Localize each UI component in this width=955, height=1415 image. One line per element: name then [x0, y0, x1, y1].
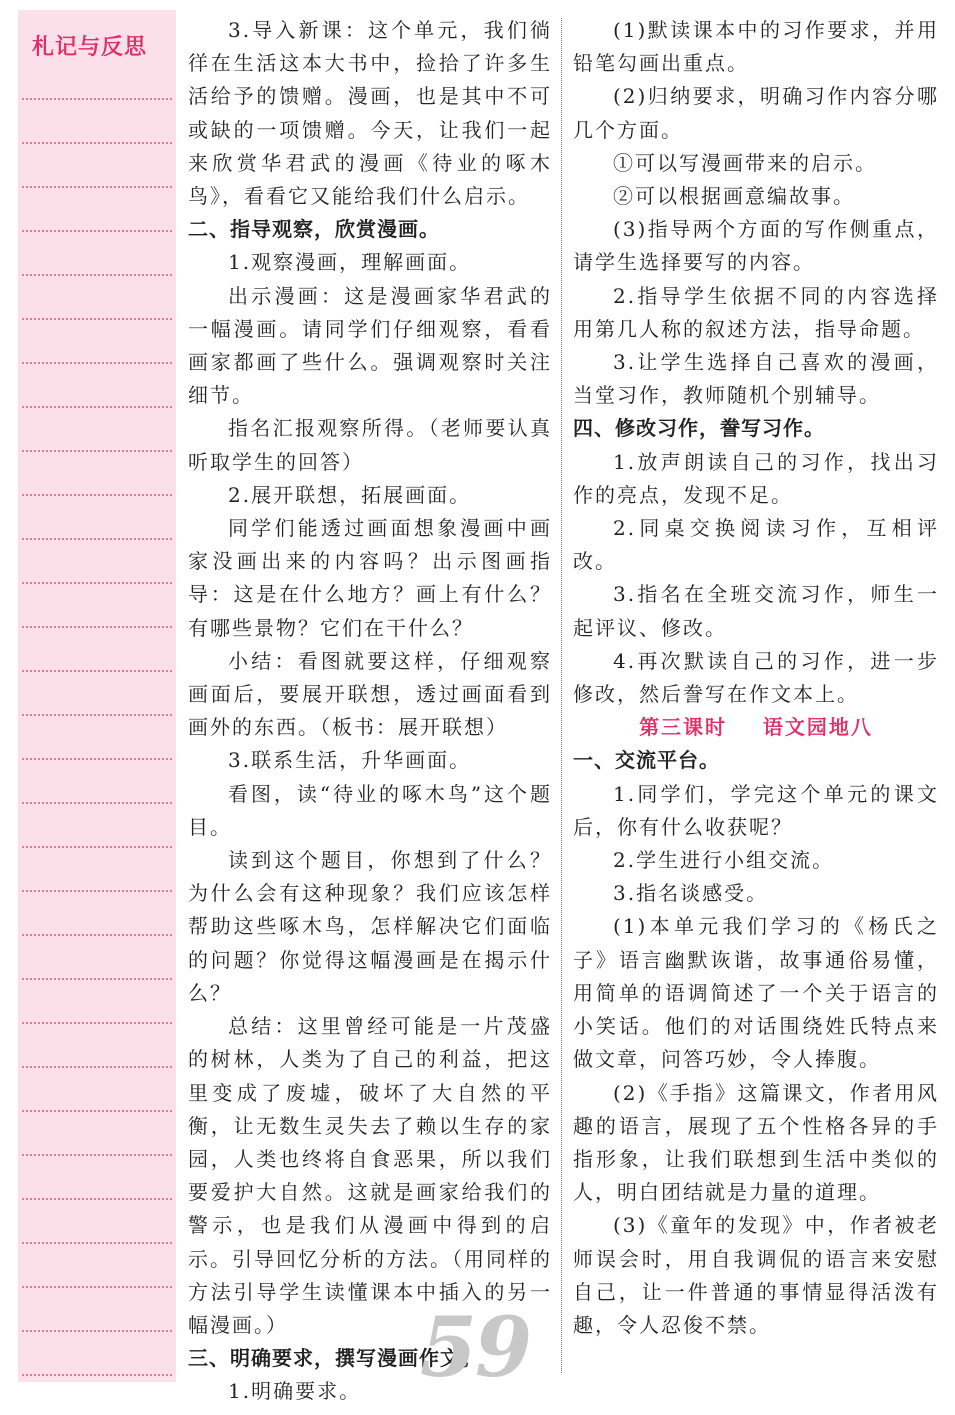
paragraph: 小结：看图就要这样，仔细观察画面后，要展开联想，透过画面看到画外的东西。（板书：展开联想） — [188, 648, 552, 740]
column-divider — [561, 18, 562, 1373]
paragraph: 读到这个题目，你想到了什么？为什么会有这种现象？我们应该怎样帮助这些啄木鸟，怎样解决它们面临的问题？你觉得这幅漫画是在揭示什么？ — [188, 848, 552, 1005]
lesson-title: 第三课时 语文园地八 — [639, 715, 873, 740]
note-line — [22, 582, 172, 584]
note-line — [22, 362, 172, 364]
left-text-column — [188, 14, 552, 1409]
paragraph: (2)归纳要求，明确习作内容分哪几个方面。 — [573, 84, 939, 142]
paragraph: (3)指导两个方面的写作侧重点，请学生选择要写的内容。 — [573, 217, 939, 275]
paragraph: 2.展开联想，拓展画面。 — [228, 482, 472, 507]
note-line — [22, 1154, 172, 1156]
paragraph: 指名汇报观察所得。（老师要认真听取学生的回答） — [188, 416, 552, 474]
note-line — [22, 318, 172, 320]
note-line — [22, 1110, 172, 1112]
note-line — [22, 934, 172, 936]
paragraph: 1.同学们，学完这个单元的课文后，你有什么收获呢？ — [573, 781, 939, 839]
paragraph: 3.指名谈感受。 — [613, 881, 769, 906]
note-line — [22, 670, 172, 672]
paragraph: 3.指名在全班交流习作，师生一起评议、修改。 — [573, 582, 939, 640]
note-line — [22, 450, 172, 452]
section-heading: 一、交流平台。 — [573, 748, 720, 773]
paragraph: 4.再次默读自己的习作，进一步修改，然后誊写在作文本上。 — [573, 648, 939, 707]
paragraph: ②可以根据画意编故事。 — [613, 184, 855, 209]
right-text-column — [573, 14, 939, 1342]
note-line — [22, 846, 172, 848]
note-line — [22, 1242, 172, 1244]
note-line — [22, 626, 172, 628]
note-line — [22, 494, 172, 496]
note-line — [22, 1066, 172, 1068]
paragraph: 3.联系生活，升华画面。 — [228, 748, 472, 773]
note-line — [22, 1286, 172, 1288]
paragraph: 3.让学生选择自己喜欢的漫画，当堂习作，教师随机个别辅导。 — [573, 350, 939, 408]
paragraph: 出示漫画：这是漫画家华君武的一幅漫画。请同学们仔细观察，看看画家都画了些什么。强调观察时关注细节。 — [188, 283, 552, 408]
note-line — [22, 98, 172, 100]
note-line — [22, 142, 172, 144]
note-line — [22, 890, 172, 892]
sidebar-title: 札记与反思 — [32, 35, 148, 60]
note-line — [22, 714, 172, 716]
note-line — [22, 802, 172, 804]
note-line — [22, 406, 172, 408]
note-line — [22, 538, 172, 540]
note-line — [22, 978, 172, 980]
paragraph: 2.学生进行小组交流。 — [613, 848, 835, 873]
paragraph: (2)《手指》这篇课文，作者用风趣的语言，展现了五个性格各异的手指形象，让我们联想到生活中类似的人，明白团结就是力量的道理。 — [573, 1080, 939, 1205]
paragraph: 1.观察漫画，理解画面。 — [228, 250, 472, 275]
paragraph: (1)默读课本中的习作要求，并用铅笔勾画出重点。 — [573, 18, 939, 76]
paragraph: (1)本单元我们学习的《杨氏之子》语言幽默诙谐，故事通俗易懂，用简单的语调简述了一个关于语言的小笑话。他们的对话围绕姓氏特点来做文章，问答巧妙，令人捧腹。 — [573, 914, 939, 1072]
note-line — [22, 758, 172, 760]
note-line — [22, 230, 172, 232]
note-line — [22, 186, 172, 188]
section-heading: 四、修改习作，誊写习作。 — [573, 416, 825, 441]
note-line — [22, 1330, 172, 1332]
note-line — [22, 274, 172, 276]
paragraph: 1.明确要求。 — [228, 1379, 362, 1404]
paragraph: (3)《童年的发现》中，作者被老师误会时，用自我调侃的语言来安慰自己，让一件普通的事情显得活泼有趣，令人忍俊不禁。 — [573, 1213, 939, 1337]
section-heading: 二、指导观察，欣赏漫画。 — [188, 217, 440, 242]
note-line — [22, 1374, 172, 1376]
section-heading: 三、明确要求，撰写漫画作文。 — [188, 1346, 482, 1371]
paragraph: 总结：这里曾经可能是一片茂盛的树林，人类为了自己的利益，把这里变成了废墟，破坏了大自然的平衡，让无数生灵失去了赖以生存的家园，人类也终将自食恶果，所以我们要爱护大自然。这就是画家给我们的警示，也是我们从漫画中得到的启示。引导回忆分析的方法。（用同样的方法引导学生读懂课本中插入的另一幅漫画。） — [188, 1014, 552, 1337]
paragraph: 同学们能透过画面想象漫画中画家没画出来的内容吗？出示图画指导：这是在什么地方？画上有什么？有哪些景物？它们在干什么？ — [188, 516, 552, 640]
paragraph: 看图，读“待业的啄木鸟”这个题目。 — [188, 781, 552, 839]
paragraph: 3.导入新课：这个单元，我们徜徉在生活这本大书中，捡拾了许多生活给予的馈赠。漫画，也是其中不可或缺的一项馈赠。今天，让我们一起来欣赏华君武的漫画《待业的啄木鸟》，看看它又能给我们什么启示。 — [188, 18, 552, 209]
note-line — [22, 1198, 172, 1200]
paragraph: ①可以写漫画带来的启示。 — [613, 150, 877, 175]
notes-sidebar — [18, 10, 176, 1382]
paragraph: 2.同桌交换阅读习作，互相评改。 — [573, 516, 939, 574]
paragraph: 1.放声朗读自己的习作，找出习作的亮点，发现不足。 — [573, 449, 939, 507]
note-line — [22, 1022, 172, 1024]
paragraph: 2.指导学生依据不同的内容选择用第几人称的叙述方法，指导命题。 — [573, 283, 939, 341]
page-number: 59 — [420, 1300, 531, 1396]
